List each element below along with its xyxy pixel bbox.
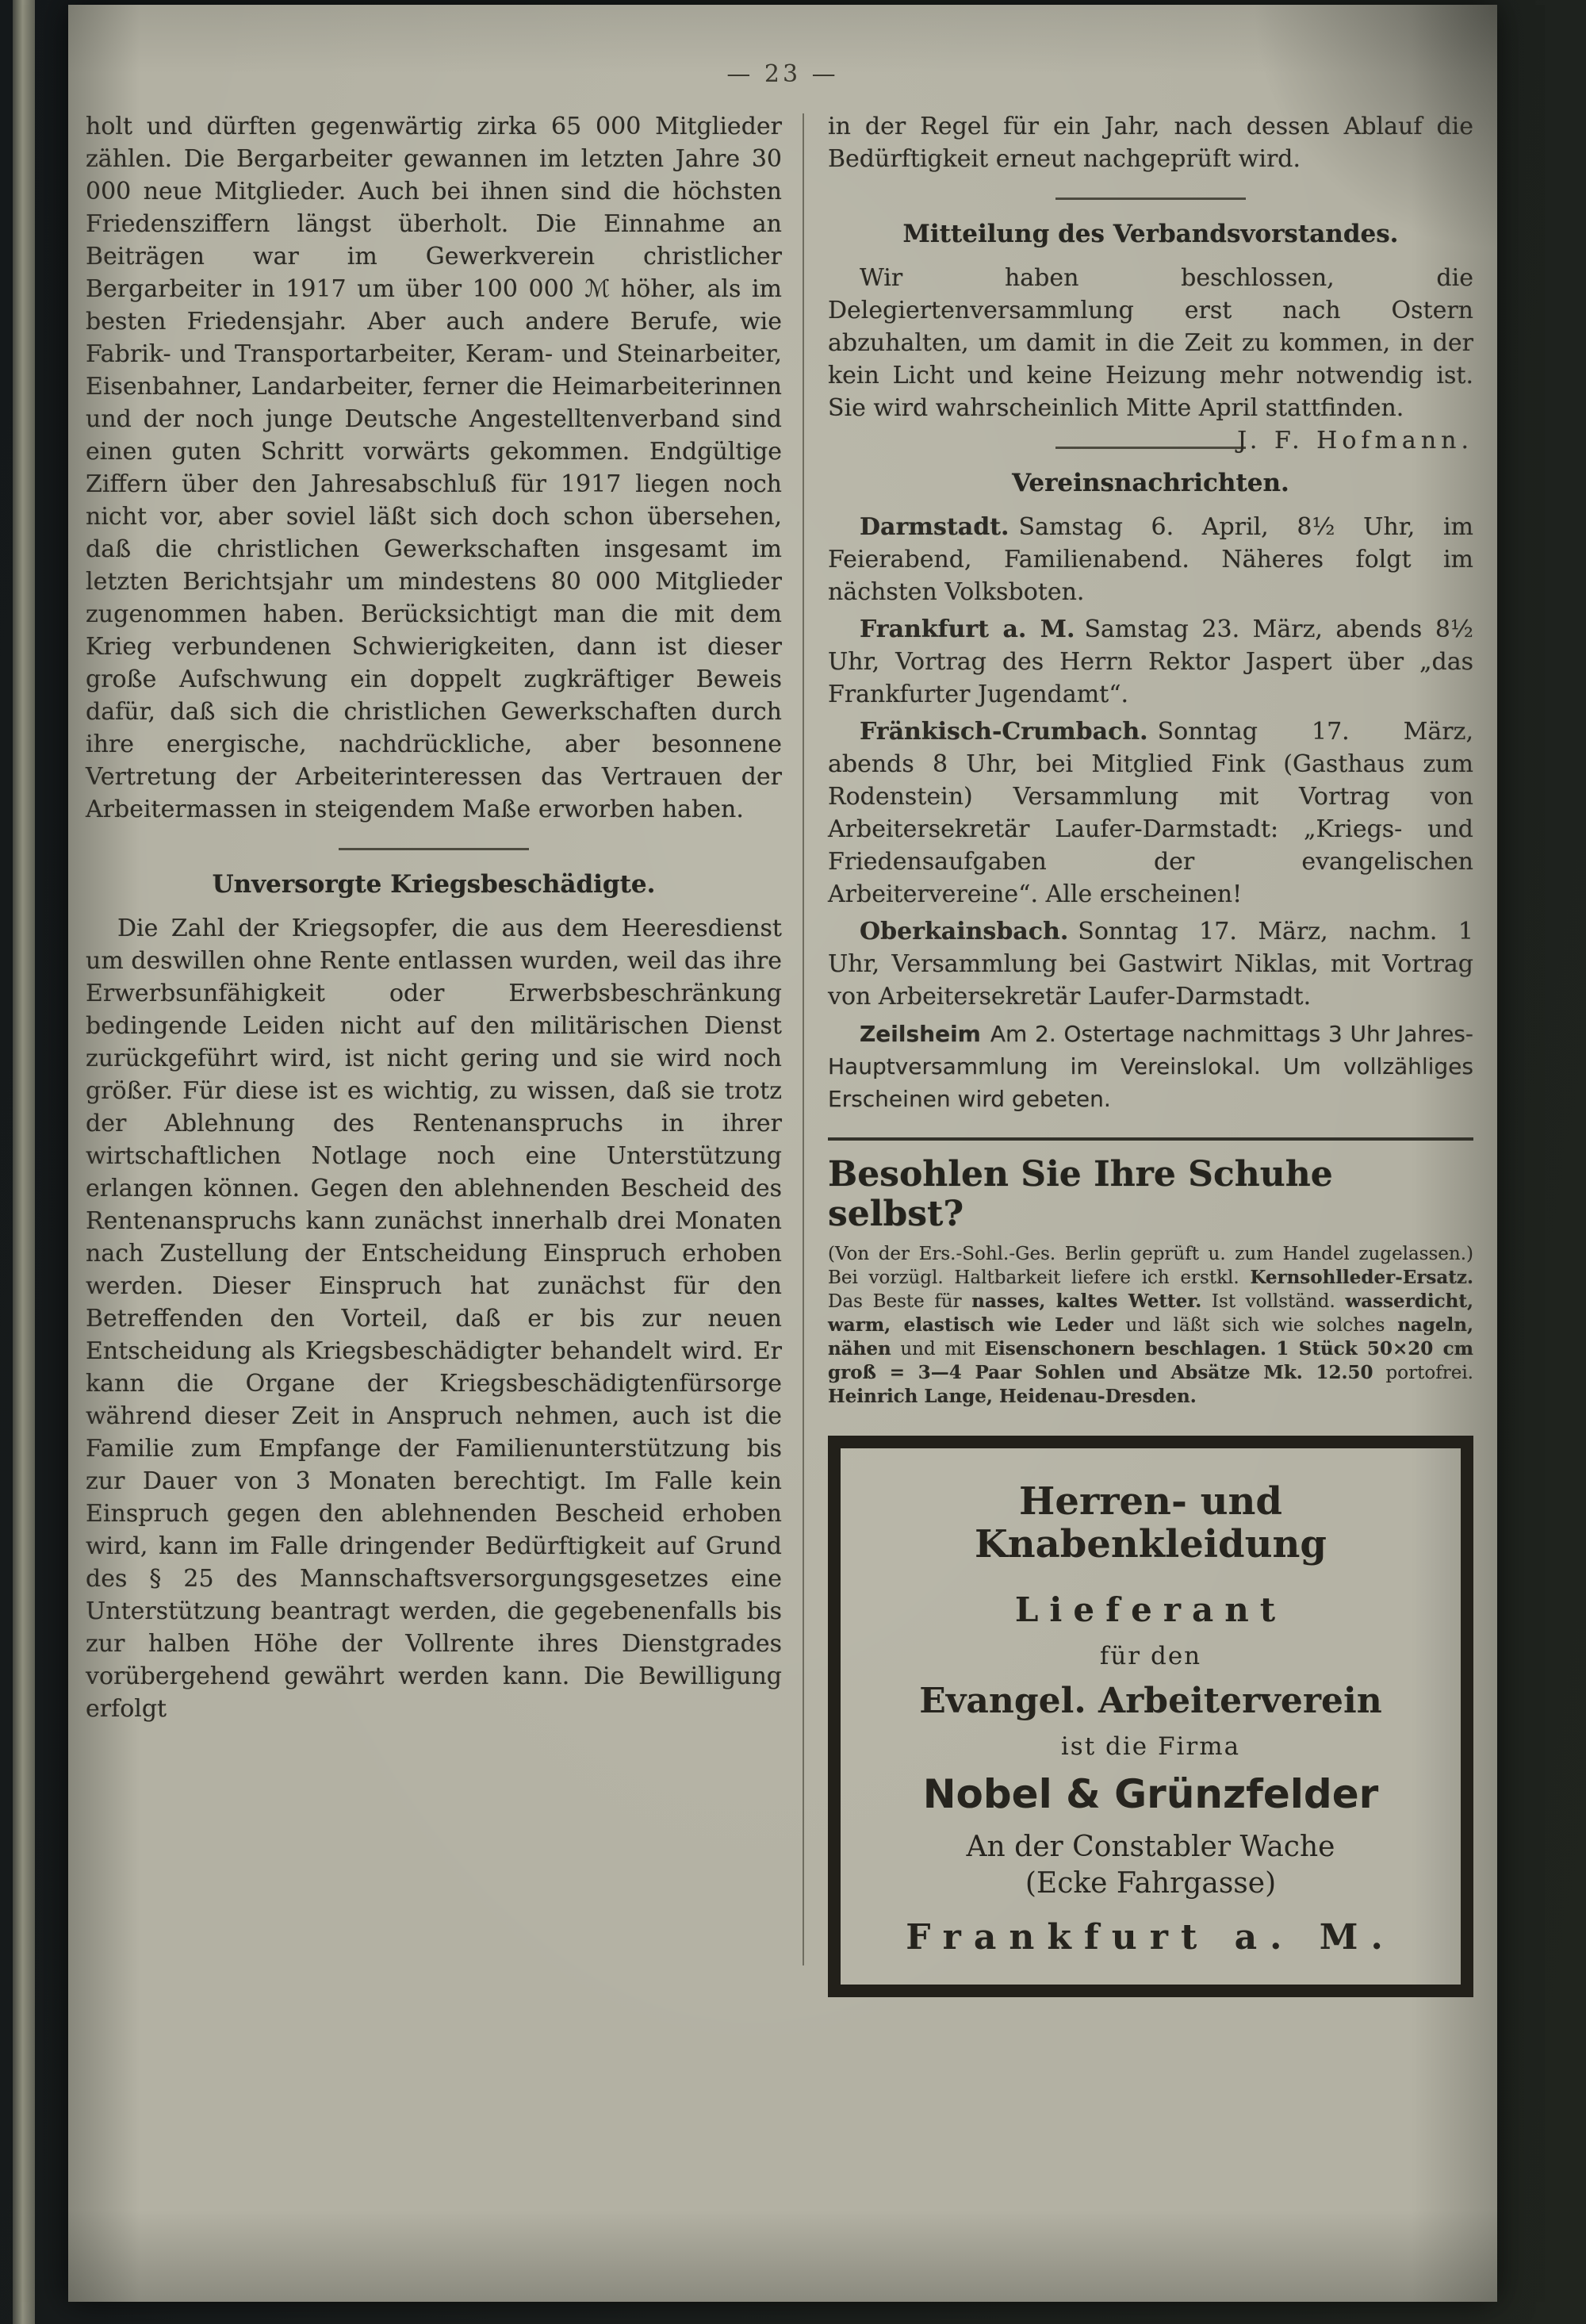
news-item-darmstadt	[828, 511, 1473, 608]
news-place: Darmstadt.	[860, 513, 1009, 541]
clothing-ad-lieferant: Lieferant	[1014, 1590, 1287, 1629]
news-item-frankfurt	[828, 613, 1473, 711]
news-text: Sonntag 17. März, nachm. 1 Uhr, Versammlung bei Gastwirt Niklas, mit Vortrag von Arbeitersekretär Laufer-Darmstadt.	[828, 918, 1473, 1011]
ad-top-rule	[828, 1137, 1473, 1141]
article-body-kriegsbeschaedigte: Die Zahl der Kriegsopfer, die aus dem Heeresdienst um deswillen ohne Rente entlassen wurden, weil das ihre Erwerbsunfähigkeit oder Erwerbsbeschränkung bedingende Leiden nicht auf den militärischen Dienst zurückgeführt wird, ist nicht gering und sie wird noch größer. Für diese ist es wichtig, zu wissen, daß sie trotz der Ablehnung des Rentenanspruchs in ihrer wirtschaftlichen Notlage noch eine Unterstützung erlangen können. Gegen den ablehnenden Bescheid des Rentenanspruchs kann zunächst innerhalb drei Monaten nach Zustellung der Entscheidung Einspruch erhoben werden. Dieser Einspruch hat zunächst für den Betreffenden den Vorteil, daß er bis zur neuen Entscheidung als Kriegsbeschädigter behandelt wird. Er kann die Organe der Kriegsbeschädigtenfürsorge während dieser Zeit in Anspruch nehmen, auch ist die Familie zum Empfange der Familienunterstützung bis zur Dauer von 3 Monaten berechtigt. Im Falle kein Einspruch gegen den ablehnenden Bescheid erhoben wird, kann im Falle dringender Bedürftigkeit auf Grund des § 25 des Mannschaftsversorgungsgesetzes eine Unterstützung beantragt werden, die gegebenenfalls bis zur halben Höhe der Vollrente ihres Dienstgrades vorübergehend gewährt werden kann. Die Bewilligung erfolgt	[86, 915, 782, 1723]
news-item-zeilsheim	[828, 1018, 1473, 1115]
article-heading-kriegsbeschaedigte: Unversorgte Kriegsbeschädigte.	[212, 870, 656, 899]
clothing-ad-headline: Herren- und Knabenkleidung	[975, 1479, 1327, 1567]
shoe-ad-headline: Besohlen Sie Ihre Schuhe selbst?	[828, 1154, 1333, 1234]
news-place: Frankfurt a. M.	[860, 616, 1075, 643]
shoe-ad-segment: und mit	[891, 1339, 985, 1360]
news-place: Oberkainsbach.	[860, 918, 1069, 945]
news-text: Samstag 6. April, 8½ Uhr, im Feierabend, Familienabend. Näheres folgt im nächsten Volksboten.	[828, 513, 1473, 606]
shoe-ad-segment: (Von der Ers.-Sohl.-Ges. Berlin geprüft u. zum Handel zugelassen.) Bei vorzügl. Haltbarkeit liefere ich erstkl.	[828, 1244, 1473, 1288]
text-columns	[68, 88, 1497, 1997]
article-continuation-left: holt und dürften gegenwärtig zirka 65 000 Mitglieder zählen. Die Bergarbeiter gewannen im letzten Jahre 30 000 neue Mitglieder. Auch bei ihnen sind die höchsten Friedensziffern längst überholt. Die Einnahme an Beiträgen war im Gewerkverein christlicher Bergarbeiter in 1917 um über 100 000 ℳ höher, als im besten Friedensjahr. Aber auch andere Berufe, wie Fabrik- und Transportarbeiter, Keram- und Steinarbeiter, Eisenbahner, Landarbeiter, ferner die Heimarbeiterinnen und der noch junge Deutsche Angestelltenverband sind einen guten Schritt vorwärts gekommen. Endgültige Ziffern über den Jahresabschluß für 1917 liegen noch nicht vor, aber soviel läßt sich doch schon übersehen, daß die christlichen Gewerkschaften insgesamt im letzten Berichtsjahr um mindestens 80 000 Mitglieder zugenommen haben. Berücksichtigt man die mit dem Krieg verbundenen Schwierigkeiten, dann ist dieser große Aufschwung ein doppelt zugkräftiger Beweis dafür, daß sich die christlichen Gewerkschaften durch ihre energische, nachdrückliche, aber besonnene Vertretung der Arbeiterinteressen das Vertrauen der Arbeitermassen in steigendem Maße erworben haben.	[86, 113, 782, 823]
shoe-ad-segment: wasserdicht, warm, elastisch wie Leder	[828, 1290, 1473, 1336]
shoe-ad-segment: Ist vollständ.	[1201, 1291, 1346, 1312]
clothing-ad-city: Frankfurt a. M.	[906, 1917, 1396, 1958]
clothing-ad-ist-die-firma: ist die Firma	[1060, 1732, 1241, 1761]
shoe-ad-segment: nageln, nähen	[828, 1314, 1473, 1360]
clothing-ad-box	[828, 1436, 1473, 1997]
shoe-ad-body	[828, 1242, 1473, 1409]
news-text: Sonntag 17. März, abends 8 Uhr, bei Mitglied Fink (Gasthaus zum Rodenstein) Versammlung mit Vortrag von Arbeitersekretär Laufer-Darmstadt: „Kriegs- und Friedensaufgaben der evangelischen Arbeitervereine“. Alle erscheinen!	[828, 718, 1473, 908]
clothing-ad-address-line2: (Ecke Fahrgasse)	[1025, 1867, 1277, 1900]
board-notice-heading: Mitteilung des Verbandsvorstandes.	[902, 220, 1399, 248]
section-separator	[1055, 198, 1246, 200]
clothing-ad-fuer-den: für den	[1099, 1642, 1202, 1670]
shoe-ad-segment: Das Beste für	[828, 1291, 972, 1312]
left-column	[86, 110, 782, 1997]
news-text: Am 2. Ostertage nachmittags 3 Uhr Jahres-Hauptversammlung im Vereinslokal. Um vollzähliges Erscheinen wird gebeten.	[828, 1021, 1473, 1112]
clothing-ad-address-line1: An der Constabler Wache	[966, 1831, 1335, 1863]
shoe-ad-segment: Eisenschonern beschlagen.	[984, 1338, 1267, 1360]
shoe-ad-segment: Kernsohlleder-Ersatz.	[1250, 1267, 1473, 1288]
newspaper-page	[68, 5, 1497, 2302]
section-separator	[339, 848, 529, 850]
shoe-ad-segment: und läßt sich wie solches	[1113, 1315, 1398, 1336]
news-place: Fränkisch-Crumbach.	[860, 718, 1148, 746]
right-column	[828, 110, 1473, 1997]
clothing-ad-verein: Evangel. Arbeiterverein	[919, 1681, 1382, 1721]
shoe-ad-segment: nasses, kaltes Wetter.	[971, 1290, 1202, 1312]
board-notice-text: Wir haben beschlossen, die Delegiertenversammlung erst nach Ostern abzuhalten, um damit in die Zeit zu kommen, in der kein Licht und keine Heizung mehr notwendig ist. Sie wird wahrscheinlich Mitte April stattfinden.	[828, 264, 1473, 422]
shoe-sole-ad	[828, 1155, 1473, 1409]
club-news-heading: Vereinsnachrichten.	[1012, 469, 1289, 497]
shoe-ad-segment: Heinrich Lange, Heidenau-Dresden.	[828, 1386, 1197, 1407]
column-rule	[803, 113, 804, 1965]
article-continuation-right: in der Regel für ein Jahr, nach dessen Ablauf die Bedürftigkeit erneut nachgeprüft wird.	[828, 113, 1473, 173]
shoe-ad-segment: 1 Stück 50×20 cm groß = 3—4 Paar Sohlen und Absätze Mk. 12.50	[828, 1338, 1473, 1383]
board-notice-signature: J. F. Hofmann.	[1237, 427, 1473, 454]
news-place: Zeilsheim	[860, 1021, 981, 1047]
news-text: Samstag 23. März, abends 8½ Uhr, Vortrag des Herrn Rektor Jaspert über „das Frankfurter Jugendamt“.	[828, 616, 1474, 708]
news-item-fraenkisch-crumbach	[828, 715, 1473, 911]
news-item-oberkainsbach	[828, 915, 1473, 1013]
clothing-ad-company-name: Nobel & Grünzfelder	[922, 1771, 1379, 1817]
adjacent-page-edge	[13, 0, 35, 2324]
shoe-ad-segment: portofrei.	[1373, 1363, 1473, 1383]
board-notice-body	[828, 262, 1473, 454]
page-number: — 23 —	[726, 60, 839, 88]
